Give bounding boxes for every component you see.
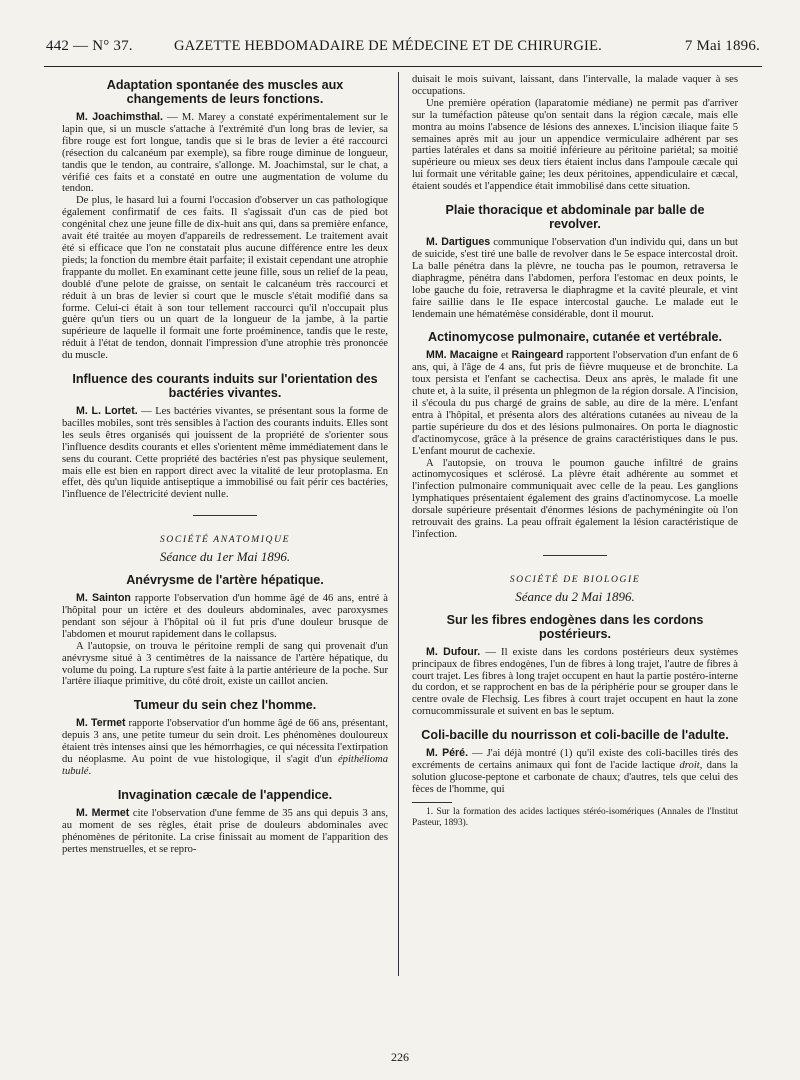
paragraph [412,748,738,796]
section-title: Invagination cæcale de l'appendice. [117,787,333,802]
paragraph: A l'autopsie, on trouva le péritoine rempli de sang qui provenait d'un anévrysme situé à 3 centimètres de la naissance de l'artère hépatique, du volume du poing. La rupture s'est faite à la partie antérieure de la poche. Sur l'artère iliaque primitive, du côté droit, existe un caillot ancien. [62,640,388,688]
paragraph [62,593,388,641]
italic-term: droit [679,760,700,772]
section-title: Coli-bacille du nourrisson et coli-bacille de l'adulte. [421,728,729,743]
paragraph-text: rapporte l'observation d'un homme âgé de 46 ans, entré à l'hôpital pour un ictère et des douleurs abdominales, avec paroxysmes pendant son séjour à l'hôpital où il fut pris d'une douleur brusque de l'abdomen et mourut rapidement dans le collapsus. [62,593,388,640]
left-column [62,74,388,856]
header-rule [44,66,762,67]
issue-date: 7 Mai 1896. [684,38,760,54]
paragraph [62,112,388,195]
paragraph-end: . [88,765,92,777]
author-name: M. Mermet [76,806,130,819]
section-title: Anévrysme de l'artère hépatique. [126,573,324,588]
paragraph: A l'autopsie, on trouva le poumon gauche infiltré de grains actinomycosiques et sclérosé. La plèvre était adhérente au sommet et l'infection pulmonaire communiquait avec celle de la peau. Les ganglions lymphatiques présentaient également des grains d'actinomycose. La moelle dorsale supérieure présentait d'énormes lésions de pachyméningite où l'on retrouvait des grains. La peau offrait également la lésion caractéristique de l'infection. [412,457,738,540]
author-name: Raingeard [511,349,564,362]
section-title: Actinomycose pulmonaire, cutanée et vertébrale. [428,330,722,345]
session-date: Séance du 2 Mai 1896. [515,588,635,604]
paragraph-text: rapportent l'observation d'un enfant de 6 ans, qui, à l'âge de 4 ans, fut pris de fièvre muqueuse et de bronchite. La toux persista et l'enfant se cachectisa. Deux ans après, le malade fit une chute et, à la suite, il présenta un phlegmon de la région dorsale. A l'incision, il s'écoula du pus chargé de grains de sable, au dire de la mère. L'enfant entra à l'hôpital, et présenta alors des altérations cutanées au niveau de la partie supérieure du dos et des lésions pulmonaires. On porta le diagnostic d'actinomycose, grâce à la présence de grains caractéristiques dans le pus. L'enfant mourut de cachexie. [412,350,738,457]
society-heading: SOCIÉTÉ ANATOMIQUE [159,534,291,546]
author-name: MM. Macaigne [426,349,499,362]
paragraph-text: — Les bactéries vivantes, se présentant sous la forme de bacilles mobiles, sont très sensibles à l'action des courants induits. Elles sont les seuls êtres organisés qui jouissent de la propriété de s'orienter sous l'influence desdits courants et elles s'orientent même immédiatement dans le sens du courant. Cette propriété des bactéries n'est pas physique seulement, mais elle est bien en rapport direct avec la vitalité de leur protoplasma. En effet, dès qu'un liquide antiseptique a immobilisé ou fait périr ces bactéries, l'influence de l'électricité devient nulle. [62,406,388,501]
paragraph [412,350,738,457]
section-rule [543,555,607,556]
author-name: M. Dartigues [426,236,491,249]
author-name: M. Péré. [426,747,469,760]
paragraph [62,808,388,856]
paragraph-end: , dans la solution glucose-peptone et carbonate de chaux; d'autres, tels que celui des fèces de l'homme, qui [412,760,738,795]
section-title: Adaptation spontanée des muscles aux changements de leurs fonctions. [106,78,344,106]
paragraph: duisait le mois suivant, laissant, dans l'intervalle, la malade vaquer à ses occupations. [412,74,738,97]
author-name: M. Dufour. [426,645,481,658]
paragraph-text: cite l'observation d'une femme de 35 ans qui depuis 3 ans, au moment de ses règles, était prise de douleurs abdominales avec phénomènes de péritonite. La crise finissait au moment de l'apparition des pertes menstruelles, et se repro- [62,807,389,855]
paragraph-text: communique l'observation d'un individu qui, dans un but de suicide, s'est tiré une balle de revolver dans le 5e espace intercostal droit. La balle pénétra dans la plèvre, ne toucha pas le poumon, retraversa le diaphragme, pénétra dans l'abdomen, perfora l'estomac en deux points, le lobe gauche du foie, retraversa le diaphragme et la cavité pleurale, et vint faire saillie dans le IIe espace intercostal gauche. Le malade eut le lendemain une hématémèse considérable, dont il mourut. [412,237,738,320]
paragraph-text: rapporte l'observatior d'un homme âgé de 66 ans, présentant, depuis 3 ans, une petite tumeur du sein droit. Les phénomènes douloureux étaient très intenses ainsi que les hémorrhagies, ce qui nécessita l'extirpation du néoplasme. Au point de vue histologique, il s'agit d'un [62,718,388,766]
paragraph [62,406,388,501]
paragraph [412,647,738,718]
folio-number: 226 [391,1050,409,1064]
author-name: M. Joachimsthal. [76,111,163,123]
author-name: M. Sainton [76,592,131,605]
paragraph: De plus, le hasard lui a fourni l'occasion d'observer un cas pathologique également confirmatif de ces faits. Il s'agissait d'un cas de pied bot congénital chez une jeune fille de dix-huit ans qui, dans sa première enfance, avait été traitée au moyen d'appareils de redressement. Le traitement avait été si efficace que l'on ne constatait plus aucune différence entre les deux pieds; la fonction du membre était parfaite; il existait cependant une atrophie frappante du mollet. En examinant cette jeune fille, sous un relief de la peau, doublé d'une pelote de graisse, on sentait le calcanéum très raccourci et réduit à un bras de levier si court que le muscle s'était modifié dans sa forme. Celui-ci était à son tour tellement raccourci qu'il n'occupait plus guère qu'un tiers ou un quart de la longueur de la jambe, à la partie supérieure de laquelle il formait une forte proéminence, tandis que le reste, réduit à l'état de tendon, donnait l'impression d'une atrophie très prononcée du muscle. [62,195,388,362]
society-heading: SOCIÉTÉ DE BIOLOGIE [509,573,641,585]
section-title: Sur les fibres endogènes dans les cordons postérieurs. [446,612,704,641]
session-date: Séance du 1er Mai 1896. [159,549,291,565]
footnote: 1. Sur la formation des acides lactiques stéréo-isomériques (Annales de l'Institut Pasteur, 1893). [412,806,738,828]
author-name: M. Termet [76,717,126,730]
paragraph-text: — J'ai déjà montré (1) qu'il existe des coli-bacilles tirés des excréments de certains animaux qui font de l'acide lactique [412,748,738,772]
column-divider [398,72,399,976]
italic-term: épithélioma tubulé [62,754,388,777]
paragraph-text: — Il existe dans les cordons postérieurs deux systèmes principaux de fibres endogènes, l'un de fibres à long trajet, l'autre de fibres à court trajet. Les fibres à long trajet occupent en haut la partie postéro-interne du cordon, et se rapprochent en bas de la périphérie pour se grouper dans le centre ovale de Flechsig. Les fibres à court trajet occupent en haut la zone cornucommissurale et suivent en bas le septum. [412,646,738,718]
paragraph [62,718,388,778]
conjunction: et [498,350,512,362]
running-head [46,38,760,62]
paragraph-text: — M. Marey a constaté expérimentalement sur le lapin que, si un muscle s'attache à l'extrémité d'un long bras de levier, sa fibre rouge est fort longue, tandis que si le bras de levier a été raccourci (résection du calcanéum par exemple), sa fibre rouge diminue de longueur, tandis que le tendon, au contraire, s'allonge. M. Joachimstal, sur le chat, a vérifié ces faits et a constaté en outre une augmentation de volume du tendon. [62,112,388,195]
page-number-issue: 442 — N° 37. [46,38,133,54]
journal-title: GAZETTE HEBDOMADAIRE DE MÉDECINE ET DE CHIRURGIE. [174,38,602,54]
section-title: Influence des courants induits sur l'orientation des bactéries vivantes. [72,372,378,401]
paragraph: Une première opération (laparatomie médiane) ne permit pas d'arriver sur la tuméfaction pâteuse qu'on sentait dans la région cæcale, mais elle montra au moins l'absence de lésions des annexes. L'incision iliaque faite 5 semaines après mit au jour un appendice vermiculaire adhérent par ses parties latérales et dans sa moitié inférieure au péritoine pariétal; sa moitié supérieure ou mieux ses deux tiers étaient inclus dans l'ampoule cæcale qui lui formait une véritable gaine; les deux péritoines, appendiculaire et cæcal, étaient soudés et l'appendice était immobilisé dans cette situation. [412,97,738,193]
section-title: Tumeur du sein chez l'homme. [133,698,317,713]
footnote-rule [412,802,452,803]
author-name: M. L. Lortet. [76,405,138,418]
section-rule [193,515,257,516]
right-column [412,74,738,829]
section-title: Plaie thoracique et abdominale par balle de revolver. [445,203,705,232]
paragraph [412,237,738,320]
